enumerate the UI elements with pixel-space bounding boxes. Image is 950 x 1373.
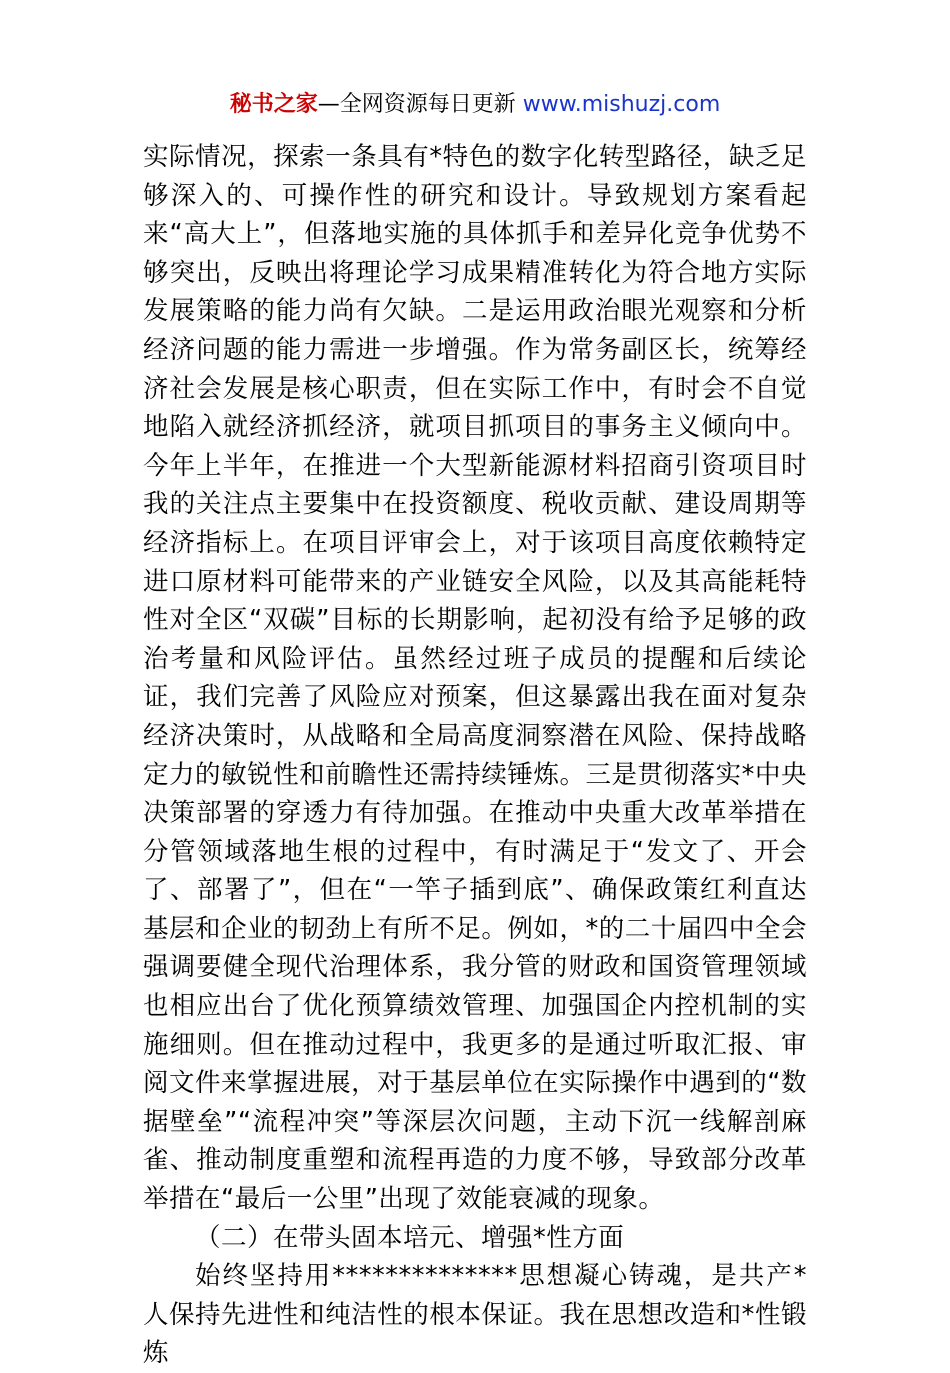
body-paragraph-1: 实际情况，探索一条具有*特色的数字化转型路径，缺乏足够深入的、可操作性的研究和设计。导致规划方案看起来“高大上”，但落地实施的具体抓手和差异化竞争优势不够突出，反映出将理论学习成果精准转化为符合地方实际发展策略的能力尚有欠缺。二是运用政治眼光观察和分析经济问题的能力需进一步增强。作为常务副区长，统筹经济社会发展是核心职责，但在实际工作中，有时会不自觉地陷入就经济抓经济，就项目抓项目的事务主义倾向中。今年上半年，在推进一个大型新能源材料招商引资项目时我的关注点主要集中在投资额度、税收贡献、建设周期等经济指标上。在项目评审会上，对于该项目高度依赖特定进口原材料可能带来的产业链安全风险，以及其高能耗特性对全区“双碳”目标的长期影响，起初没有给予足够的政治考量和风险评估。虽然经过班子成员的提醒和后续论证，我们完善了风险应对预案，但这暴露出我在面对复杂经济决策时，从战略和全局高度洞察潜在风险、保持战略定力的敏锐性和前瞻性还需持续锤炼。三是贯彻落实*中央决策部署的穿透力有待加强。在推动中央重大改革举措在分管领域落地生根的过程中，有时满足于“发文了、开会了、部署了”，但在“一竿子插到底”、确保政策红利直达基层和企业的韧劲上有所不足。例如，*的二十届四中全会强调要健全现代治理体系，我分管的财政和国资管理领域也相应出台了优化预算绩效管理、加强国企内控机制的实施细则。但在推动过程中，我更多的是通过听取汇报、审阅文件来掌握进展，对于基层单位在实际操作中遇到的“数据壁垒”“流程冲突”等深层次问题，主动下沉一线解剖麻雀、推动制度重塑和流程再造的力度不够，导致部分改革举措在“最后一公里”出现了效能衰减的现象。: [143, 142, 807, 1215]
header-brand: 秘书之家: [229, 92, 318, 117]
body-paragraph-2: 始终坚持用**************思想凝心铸魂，是共产*人保持先进性和纯洁性的根本保证。我在思想改造和*性锻炼: [143, 1261, 807, 1369]
document-body: [143, 138, 807, 1373]
header-tagline: —全网资源每日更新: [317, 92, 523, 117]
page-header: [0, 88, 950, 122]
header-url-link[interactable]: www.mishuzj.com: [522, 92, 721, 117]
section-heading: （二）在带头固本培元、增强*性方面: [195, 1222, 625, 1253]
